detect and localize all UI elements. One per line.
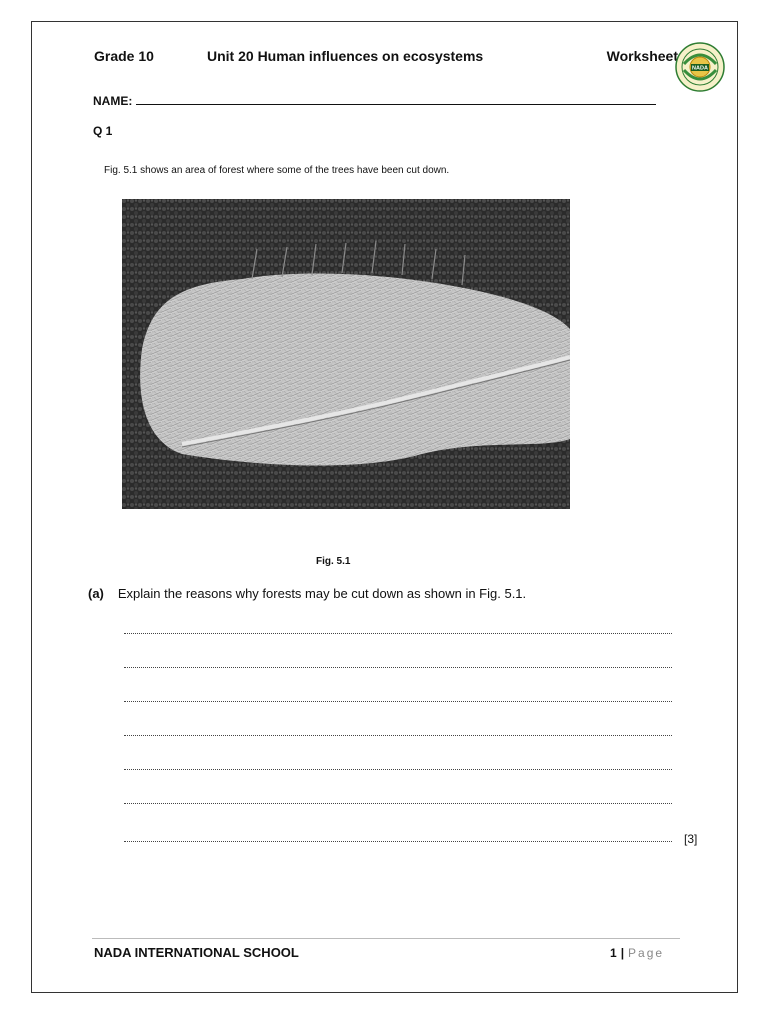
page-label: Page (628, 946, 665, 960)
school-name: NADA INTERNATIONAL SCHOOL (94, 945, 299, 960)
page-header (94, 48, 678, 70)
name-label: NAME: (93, 94, 133, 108)
answer-line[interactable] (124, 701, 672, 702)
name-underline[interactable] (136, 94, 656, 105)
page-number: 1 (610, 946, 617, 960)
svg-text:NADA: NADA (692, 65, 708, 72)
grade-label: Grade 10 (94, 48, 154, 64)
page-indicator (610, 946, 664, 960)
question-number: Q 1 (93, 124, 113, 138)
answer-line[interactable] (124, 769, 672, 770)
unit-title: Unit 20 Human influences on ecosystems (207, 48, 484, 64)
answer-line[interactable] (124, 841, 672, 842)
worksheet-label: Worksheet (606, 48, 678, 64)
answer-line[interactable] (124, 667, 672, 668)
question-a-label: (a) (88, 586, 104, 601)
name-field[interactable] (93, 94, 656, 108)
footer-divider (92, 938, 680, 939)
question-intro: Fig. 5.1 shows an area of forest where some of the trees have been cut down. (104, 165, 450, 176)
answer-line[interactable] (124, 735, 672, 736)
answer-line[interactable] (124, 803, 672, 804)
figure-caption: Fig. 5.1 (316, 556, 351, 567)
forest-clearing-photo (122, 199, 570, 509)
question-a-text: Explain the reasons why forests may be cut down as shown in Fig. 5.1. (117, 586, 527, 601)
marks-label: [3] (684, 832, 698, 846)
school-logo (675, 42, 725, 92)
question-a (88, 586, 526, 601)
answer-line[interactable] (124, 633, 672, 634)
page-separator: | (620, 946, 625, 960)
